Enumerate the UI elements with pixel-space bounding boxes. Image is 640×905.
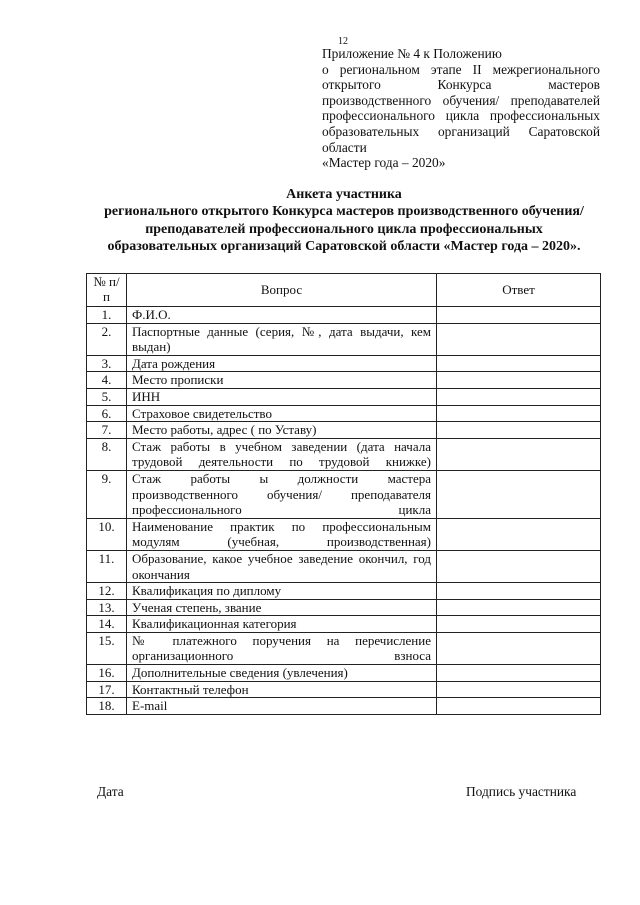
row-question: Ф.И.О. [127, 307, 437, 324]
row-number: 6. [87, 405, 127, 422]
row-number: 1. [87, 307, 127, 324]
row-answer[interactable] [437, 681, 601, 698]
table-row [87, 632, 601, 664]
header-num: № п/п [87, 274, 127, 307]
footer-date-label: Дата [97, 784, 124, 799]
row-answer[interactable] [437, 388, 601, 405]
row-number: 8. [87, 438, 127, 470]
row-answer[interactable] [437, 438, 601, 470]
table-row [87, 438, 601, 470]
row-number: 3. [87, 355, 127, 372]
row-question: Паспортные данные (серия, №, дата выдачи, кем выдан) [127, 323, 437, 355]
title-line2: регионального открытого Конкурса мастеров производственного обучения/преподавателей профессионального цикла профессиональных образовательных организаций Саратовской области «Мастер года – 2020». [104, 204, 584, 255]
table-row [87, 616, 601, 633]
table-row [87, 372, 601, 389]
row-question: Ученая степень, звание [127, 599, 437, 616]
title-line1: Анкета участника [286, 187, 402, 202]
row-question: Стаж работы в учебном заведении (дата начала трудовой деятельности по трудовой книжке) [127, 438, 437, 470]
row-question: E-mail [127, 698, 437, 715]
row-answer[interactable] [437, 470, 601, 518]
row-question: Дополнительные сведения (увлечения) [127, 665, 437, 682]
table-row [87, 355, 601, 372]
table-header-row [87, 274, 601, 307]
appendix-last: «Мастер года – 2020» [322, 155, 446, 171]
row-number: 9. [87, 470, 127, 518]
row-question: Образование, какое учебное заведение окончил, год окончания [127, 550, 437, 582]
table-row [87, 681, 601, 698]
row-answer[interactable] [437, 550, 601, 582]
row-question: Квалификация по диплому [127, 583, 437, 600]
table-row [87, 388, 601, 405]
appendix-body: о региональном этапе II межрегионального открытого Конкурса мастеров производственного обучения/ преподавателей профессионального цикла профессиональных образовательных организаций Саратовской области [322, 61, 600, 155]
row-number: 12. [87, 583, 127, 600]
row-number: 2. [87, 323, 127, 355]
row-answer[interactable] [437, 323, 601, 355]
table-row [87, 518, 601, 550]
row-answer[interactable] [437, 599, 601, 616]
header-question: Вопрос [127, 274, 437, 307]
document-title [96, 186, 592, 256]
row-answer[interactable] [437, 665, 601, 682]
table-row [87, 323, 601, 355]
row-answer[interactable] [437, 698, 601, 715]
row-question: Место работы, адрес ( по Уставу) [127, 422, 437, 439]
row-number: 5. [87, 388, 127, 405]
row-number: 15. [87, 632, 127, 664]
header-answer: Ответ [437, 274, 601, 307]
row-answer[interactable] [437, 405, 601, 422]
row-number: 14. [87, 616, 127, 633]
row-number: 17. [87, 681, 127, 698]
row-answer[interactable] [437, 307, 601, 324]
row-answer[interactable] [437, 372, 601, 389]
row-question: ИНН [127, 388, 437, 405]
row-question: Дата рождения [127, 355, 437, 372]
table-row [87, 405, 601, 422]
row-answer[interactable] [437, 583, 601, 600]
row-question: Квалификационная категория [127, 616, 437, 633]
row-answer[interactable] [437, 422, 601, 439]
row-number: 13. [87, 599, 127, 616]
table-row [87, 470, 601, 518]
table-row [87, 599, 601, 616]
row-answer[interactable] [437, 616, 601, 633]
row-answer[interactable] [437, 632, 601, 664]
appendix-line1: Приложение № 4 к Положению [322, 46, 502, 61]
row-question: Контактный телефон [127, 681, 437, 698]
table-row [87, 583, 601, 600]
row-question: Страховое свидетельство [127, 405, 437, 422]
page-number: 12 [338, 36, 348, 47]
row-number: 18. [87, 698, 127, 715]
table-row [87, 422, 601, 439]
appendix-block [322, 46, 600, 171]
row-number: 10. [87, 518, 127, 550]
row-number: 7. [87, 422, 127, 439]
row-question: Стаж работы ы должности мастера производственного обучения/ преподавателя профессионального цикла [127, 470, 437, 518]
row-question: Наименование практик по профессиональным модулям (учебная, производственная) [127, 518, 437, 550]
row-answer[interactable] [437, 355, 601, 372]
row-answer[interactable] [437, 518, 601, 550]
footer-signature-label: Подпись участника [466, 784, 577, 799]
table-row [87, 698, 601, 715]
row-question: Место прописки [127, 372, 437, 389]
table-row [87, 307, 601, 324]
row-question: № платежного поручения на перечисление организационного взноса [127, 632, 437, 664]
row-number: 16. [87, 665, 127, 682]
questionnaire-table [86, 273, 601, 715]
row-number: 4. [87, 372, 127, 389]
table-row [87, 550, 601, 582]
table-row [87, 665, 601, 682]
row-number: 11. [87, 550, 127, 582]
